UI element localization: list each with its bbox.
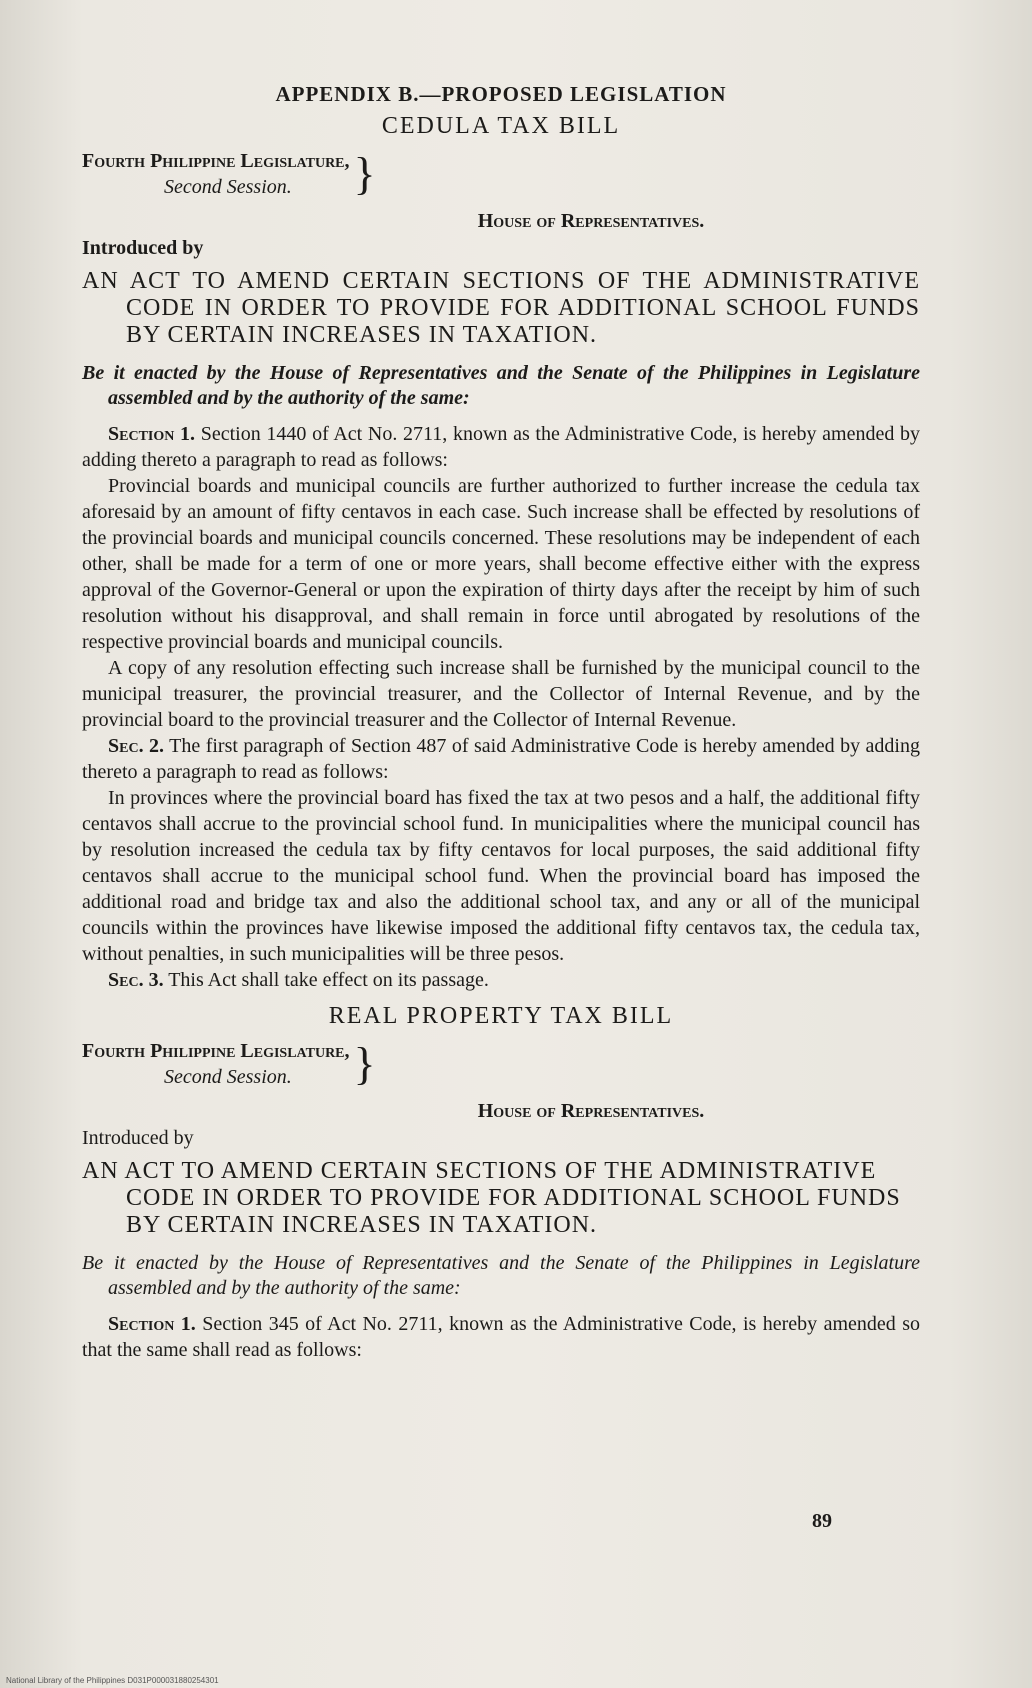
legislature-block <box>82 1038 920 1090</box>
body-paragraph: A copy of any resolution effecting such increase shall be furnished by the municipal council to the municipal treasurer, the provincial treasurer, and the Collector of Internal Revenue, and by the provincial board to the provincial treasurer and the Collector of Internal Revenue. <box>82 657 920 731</box>
act-title: AN ACT TO AMEND CERTAIN SECTIONS OF THE ADMINISTRATIVE CODE IN ORDER TO PROVIDE FOR ADDITIONAL SCHOOL FUNDS BY CERTAIN INCREASES IN TAXATION. <box>82 268 920 348</box>
act-title: AN ACT TO AMEND CERTAIN SECTIONS OF THE ADMINISTRATIVE CODE IN ORDER TO PROVIDE FOR ADDITIONAL SCHOOL FUNDS BY CERTAIN INCREASES IN TAXATION. <box>82 1158 901 1238</box>
legislature-name: Fourth Philippine Legislature, <box>82 150 350 172</box>
brace-icon: } <box>353 148 376 199</box>
section-label: Section 1. <box>108 1313 196 1335</box>
legislature-name: Fourth Philippine Legislature, <box>82 1040 350 1062</box>
section-1-paragraph <box>82 1311 920 1363</box>
body-paragraph: Provincial boards and municipal councils are further authorized to further increase the cedula tax aforesaid by an amount of fifty centavos in each case. Such increase shall be effected by resolutions of the provincial boards and municipal councils concerned. These resolutions may be independent of each other, shall be made for a term of one or more years, shall become effective either with the express approval of the Governor-General or upon the expiration of thirty days after the receipt by him of such resolution without his disapproval, and shall remain in force until abrogated by resolutions of the respective provincial boards and municipal councils. <box>82 475 920 653</box>
brace-icon: } <box>353 1038 376 1089</box>
session-name: Second Session. <box>164 176 292 198</box>
session-name: Second Session. <box>164 1066 292 1088</box>
section-label: Section 1. <box>108 423 196 445</box>
body-paragraph: In provinces where the provincial board has fixed the tax at two pesos and a half, the additional fifty centavos shall accrue to the provincial school fund. In municipalities where the municipal council has by resolution increased the cedula tax by fifty centavos for local purposes, the said additional fifty centavos shall accrue to the municipal school fund. When the provincial board has imposed the additional road and bridge tax and also the additional school tax, and any or all of the municipal councils within the provinces have likewise imposed the additional fifty centavos tax, the cedula tax, without penalties, in such municipalities will be three pesos. <box>82 787 920 965</box>
section-text: Section 1440 of Act No. 2711, known as the Administrative Code, is hereby amended by adding thereto a paragraph to read as follows: <box>82 423 921 471</box>
page-content <box>82 82 920 1363</box>
section-1-paragraph <box>82 421 920 473</box>
section-text: The first paragraph of Section 487 of said Administrative Code is hereby amended by adding thereto a paragraph to read as follows: <box>82 735 920 783</box>
section-3-paragraph <box>82 967 920 993</box>
scan-footer: National Library of the Philippines D031P000031880254301 <box>6 1676 219 1685</box>
introduced-by: Introduced by <box>82 1127 194 1149</box>
bill-title-cedula: CEDULA TAX BILL <box>381 113 621 139</box>
bill-title-real-property: REAL PROPERTY TAX BILL <box>328 1003 674 1029</box>
enacting-clause: Be it enacted by the House of Representatives and the Senate of the Philippines in Legislature assembled and by the authority of the same: <box>82 362 920 409</box>
section-label: Sec. 2. <box>108 735 165 757</box>
house-label: House of Representatives. <box>477 210 705 232</box>
enacting-clause: Be it enacted by the House of Representatives and the Senate of the Philippines in Legislature assembled and by the authority of the same: <box>82 1252 920 1299</box>
section-2-paragraph <box>82 733 920 785</box>
page-number: 89 <box>812 1510 832 1532</box>
house-label: House of Representatives. <box>477 1100 705 1122</box>
introduced-by: Introduced by <box>82 237 204 259</box>
section-text: Section 345 of Act No. 2711, known as the Administrative Code, is hereby amended so that the same shall read as follows: <box>82 1313 921 1361</box>
section-label: Sec. 3. <box>108 969 164 991</box>
legislature-block <box>82 148 920 200</box>
section-text: This Act shall take effect on its passage. <box>168 969 489 991</box>
appendix-heading: APPENDIX B.—PROPOSED LEGISLATION <box>275 82 727 106</box>
